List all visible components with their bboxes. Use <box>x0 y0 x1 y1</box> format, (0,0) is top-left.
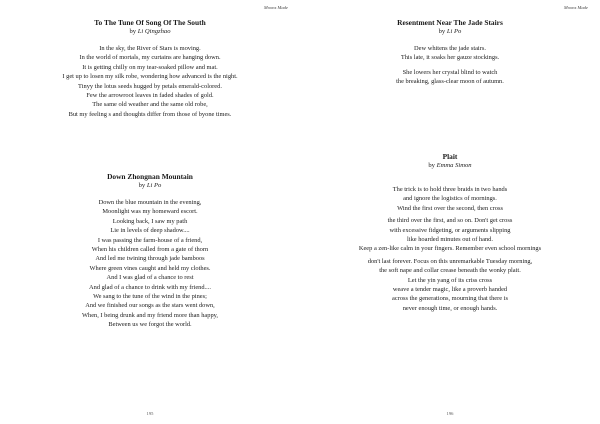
poem-title: Down Zhongnan Mountain <box>107 172 193 181</box>
poem-line: Lie in levels of deep shadow.... <box>110 227 190 235</box>
right-page <box>300 0 600 424</box>
poem-line: We sang to the tune of the wind in the pines; <box>93 293 207 301</box>
poem-line: When, I being drunk and my friend more than happy, <box>81 311 219 319</box>
poem-byline <box>0 27 300 36</box>
page-number: 196 <box>446 411 454 416</box>
poem-line: the soft nape and collar crease beneath the wonky plait. <box>379 267 521 275</box>
poem-line: Looking back, I saw my path <box>112 217 188 225</box>
poem-line: Few the arrowroot leaves in faded shades of gold. <box>86 92 214 100</box>
poem-line: I get up to losen my silk robe, wondering how advanced is the night. <box>62 73 238 81</box>
poem-line: It is getting chilly on my tear-soaked pillow and mat. <box>82 63 218 71</box>
poem-line: But my feeling s and thoughts differ from those of byone times. <box>68 110 232 118</box>
poem-line: never enough time, or enough hands. <box>402 304 498 312</box>
poem-line: across the generations, mourning that there is <box>392 295 508 303</box>
poem-author: Li Po <box>146 182 162 189</box>
stanza <box>300 185 600 213</box>
poem-line: I was passing the farm-house of a friend, <box>97 236 203 244</box>
poem-line: the third over the first, and so on. Don't get cross <box>387 217 513 225</box>
poem-line: don't last forever. Focus on this unremarkable Tuesday morning, <box>367 257 533 265</box>
poem-byline <box>0 181 300 190</box>
poem-line: Where green vines caught and held my clothes. <box>89 264 211 272</box>
stanza <box>0 44 300 119</box>
poem-author: Emma Simon <box>436 162 472 169</box>
poem-line: Tinyy the lotus seeds hugged by petals emerald-colored. <box>78 82 222 90</box>
poem-line: In the sky, the River of Stars is moving. <box>99 45 201 52</box>
poem-line: This late, it soaks her gauze stockings. <box>400 54 500 62</box>
poem-line: the breaking, glass-clear moon of autumn. <box>396 78 504 86</box>
by-label: by <box>129 28 137 35</box>
poem-line: Let the yin yang of its criss cross <box>407 276 493 284</box>
stanza <box>0 198 300 330</box>
poem-title: Plait <box>442 152 458 161</box>
stanza <box>300 216 600 254</box>
poem-byline <box>300 161 600 170</box>
poem-title: To The Tune Of Song Of The South <box>94 18 206 27</box>
page-number: 195 <box>146 411 154 416</box>
poem-line: Keep a zen-like calm in your fingers. Remember even school mornings <box>358 245 542 253</box>
poem-line: The trick is to hold three braids in two hands <box>392 186 508 193</box>
poem-line: And I was glad of a chance to rest <box>106 274 194 282</box>
poem-song-of-the-south <box>0 18 300 119</box>
poem-plait <box>300 152 600 313</box>
poem-line: like hoarded minutes out of hand. <box>407 236 493 244</box>
by-label: by <box>438 28 446 35</box>
poem-byline <box>300 27 600 36</box>
poem-title: Resentment Near The Jade Stairs <box>397 18 503 27</box>
poem-line: weave a tender magic, like a proverb handed <box>392 286 508 294</box>
poem-down-zhongnan-mountain <box>0 172 300 330</box>
running-header: Moons Made <box>563 5 588 10</box>
poem-line: And led me twining through jade bamboos <box>95 255 205 263</box>
poem-line: And glad of a chance to drink with my friend.... <box>89 283 211 291</box>
poem-line: Down the blue mountain in the evening, <box>98 199 202 206</box>
poem-resentment-near-the-jade-stairs <box>300 18 600 87</box>
poem-line: and ignore the logistics of mornings. <box>403 195 497 203</box>
poem-line: And we finished our songs as the stars went down, <box>85 302 215 310</box>
poem-line: She lowers her crystal blind to watch <box>402 68 498 76</box>
poem-line: In the world of mortals, my curtains are hanging down. <box>79 54 221 62</box>
by-label: by <box>138 182 146 189</box>
poem-line: Wind the first over the second, then cross <box>397 204 503 212</box>
poem-line: Dew whitens the jade stairs. <box>414 45 486 52</box>
stanza <box>300 257 600 313</box>
poem-author: Li Qingzhao <box>137 28 171 35</box>
poem-line: Moonlight was my homeward escort. <box>102 208 198 216</box>
by-label: by <box>428 162 435 169</box>
poem-line: Between us we forgot the world. <box>108 321 192 329</box>
stanza <box>300 68 600 87</box>
poem-line: with excessive fidgeting, or arguments slipping <box>389 226 511 234</box>
stanza <box>300 44 600 63</box>
poem-line: The same old weather and the same old robe, <box>92 101 208 109</box>
running-header: Moons Made <box>263 5 288 10</box>
poem-line: When his children called from a gate of thorn <box>91 246 209 254</box>
poem-author: Li Po <box>446 28 462 35</box>
